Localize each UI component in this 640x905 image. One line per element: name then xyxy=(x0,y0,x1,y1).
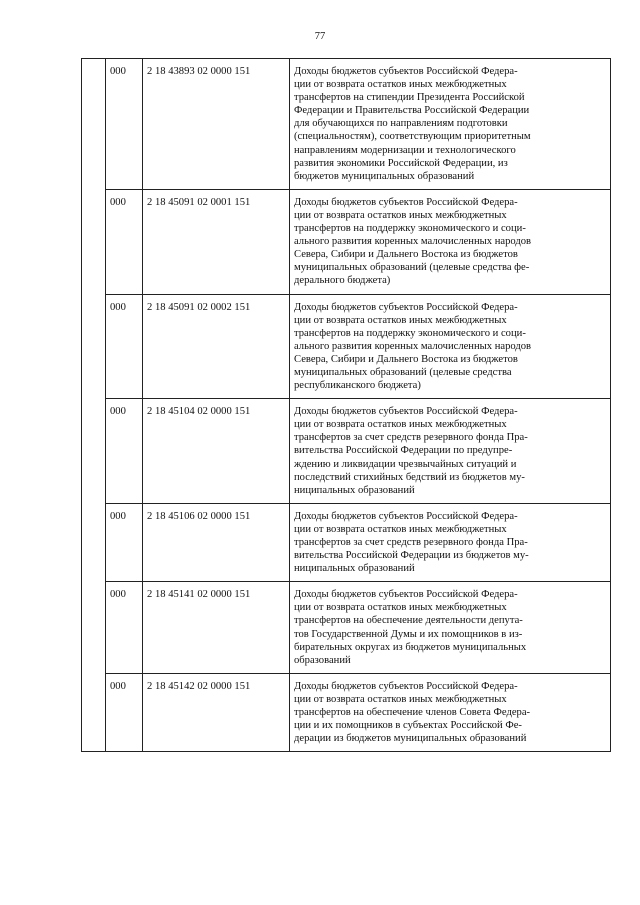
budget-classification-code-cell: 2 18 45106 02 0000 151 xyxy=(143,503,290,581)
description-line: развития экономики Российской Федерации, из xyxy=(294,157,508,169)
administrator-code-cell: 000 xyxy=(106,582,143,674)
description-line: бирательных округах из бюджетов муниципальных xyxy=(294,641,527,653)
description-line: муниципальных образований (целевые средства xyxy=(294,366,512,378)
description-line: (специальностям), соответствующим приоритетным xyxy=(294,131,531,143)
description-line: ции от возврата остатков иных межбюджетных xyxy=(294,419,507,431)
description-line: бюджетов муниципальных образований xyxy=(294,170,475,182)
description-line: республиканского бюджета) xyxy=(294,380,421,392)
description-line: трансфертов на обеспечение членов Совета Федера- xyxy=(294,707,531,719)
description-line: вительства Российской Федерации из бюджетов му- xyxy=(294,550,529,562)
description-line: Доходы бюджетов субъектов Российской Федера- xyxy=(294,406,518,418)
table-row xyxy=(82,189,611,294)
description-line: ции от возврата остатков иных межбюджетных xyxy=(294,209,507,221)
description-line: дерации из бюджетов муниципальных образований xyxy=(294,733,527,745)
description-line: ции от возврата остатков иных межбюджетных xyxy=(294,602,507,614)
description-line: трансфертов на стипендии Президента Российской xyxy=(294,92,525,104)
budget-codes-table xyxy=(81,58,611,752)
table-row xyxy=(82,673,611,751)
description-line: муниципальных образований (целевые средства фе- xyxy=(294,262,530,274)
budget-classification-code-cell: 2 18 45142 02 0000 151 xyxy=(143,673,290,751)
revenue-description-cell xyxy=(290,294,611,399)
description-line: направлениям модернизации и технологического xyxy=(294,144,516,156)
description-line: для обучающихся по направлениям подготовки xyxy=(294,118,508,130)
page-number: 77 xyxy=(314,31,326,42)
table-row xyxy=(82,503,611,581)
revenue-description-cell xyxy=(290,399,611,504)
description-line: ниципальных образований xyxy=(294,484,415,496)
description-line: Доходы бюджетов субъектов Российской Федера- xyxy=(294,589,518,601)
budget-classification-code-cell: 2 18 45141 02 0000 151 xyxy=(143,582,290,674)
administrator-code-cell: 000 xyxy=(106,294,143,399)
description-line: Севера, Сибири и Дальнего Востока из бюджетов xyxy=(294,353,518,365)
revenue-description-cell xyxy=(290,189,611,294)
description-line: ального развития коренных малочисленных народов xyxy=(294,340,532,352)
administrator-code-cell: 000 xyxy=(106,673,143,751)
description-line: трансфертов за счет средств резервного фонда Пра- xyxy=(294,537,528,548)
description-line: Доходы бюджетов субъектов Российской Федера- xyxy=(294,196,518,208)
description-line: дерального бюджета) xyxy=(294,275,391,287)
description-line: трансфертов на обеспечение деятельности депута- xyxy=(294,615,523,627)
description-line: тов Государственной Думы и их помощников в из- xyxy=(294,628,523,640)
revenue-description-cell xyxy=(290,673,611,751)
description-line: ции и их помощников в субъектах Российской Фе- xyxy=(294,720,522,732)
table-row xyxy=(82,582,611,674)
description-line: ального развития коренных малочисленных народов xyxy=(294,236,532,248)
description-line: ции от возврата остатков иных межбюджетных xyxy=(294,693,507,705)
description-line: Доходы бюджетов субъектов Российской Федера- xyxy=(294,66,518,77)
description-line: трансфертов на поддержку экономического и соци- xyxy=(294,327,526,339)
description-line: трансфертов за счет средств резервного фонда Пра- xyxy=(294,432,528,444)
table-row xyxy=(82,59,611,190)
revenue-description-cell xyxy=(290,59,611,190)
description-line: Севера, Сибири и Дальнего Востока из бюджетов xyxy=(294,249,518,261)
description-line: Доходы бюджетов субъектов Российской Федера- xyxy=(294,510,518,522)
description-line: ции от возврата остатков иных межбюджетных xyxy=(294,523,507,535)
table-row xyxy=(82,294,611,399)
description-line: ниципальных образований xyxy=(294,563,415,575)
table-row xyxy=(82,399,611,504)
budget-classification-code-cell: 2 18 43893 02 0000 151 xyxy=(143,59,290,190)
description-line: трансфертов на поддержку экономического и соци- xyxy=(294,223,526,235)
revenue-description-cell xyxy=(290,582,611,674)
description-line: последствий стихийных бедствий из бюджетов му- xyxy=(294,471,525,483)
description-line: вительства Российской Федерации по предупре- xyxy=(294,445,513,457)
administrator-code-cell: 000 xyxy=(106,503,143,581)
budget-classification-code-cell: 2 18 45104 02 0000 151 xyxy=(143,399,290,504)
budget-classification-code-cell: 2 18 45091 02 0002 151 xyxy=(143,294,290,399)
description-line: Доходы бюджетов субъектов Российской Федера- xyxy=(294,301,518,313)
description-line: образований xyxy=(294,654,351,666)
description-line: ждению и ликвидации чрезвычайных ситуаций и xyxy=(294,458,517,470)
revenue-description-cell xyxy=(290,503,611,581)
administrator-code-cell: 000 xyxy=(106,189,143,294)
blank-left-column xyxy=(82,59,106,752)
description-line: ции от возврата остатков иных межбюджетных xyxy=(294,314,507,326)
administrator-code-cell: 000 xyxy=(106,399,143,504)
description-line: Федерации и Правительства Российской Федерации xyxy=(294,105,530,117)
budget-codes-table-body xyxy=(82,59,611,752)
administrator-code-cell: 000 xyxy=(106,59,143,190)
description-line: ции от возврата остатков иных межбюджетных xyxy=(294,79,507,91)
description-line: Доходы бюджетов субъектов Российской Федера- xyxy=(294,680,518,692)
budget-classification-code-cell: 2 18 45091 02 0001 151 xyxy=(143,189,290,294)
